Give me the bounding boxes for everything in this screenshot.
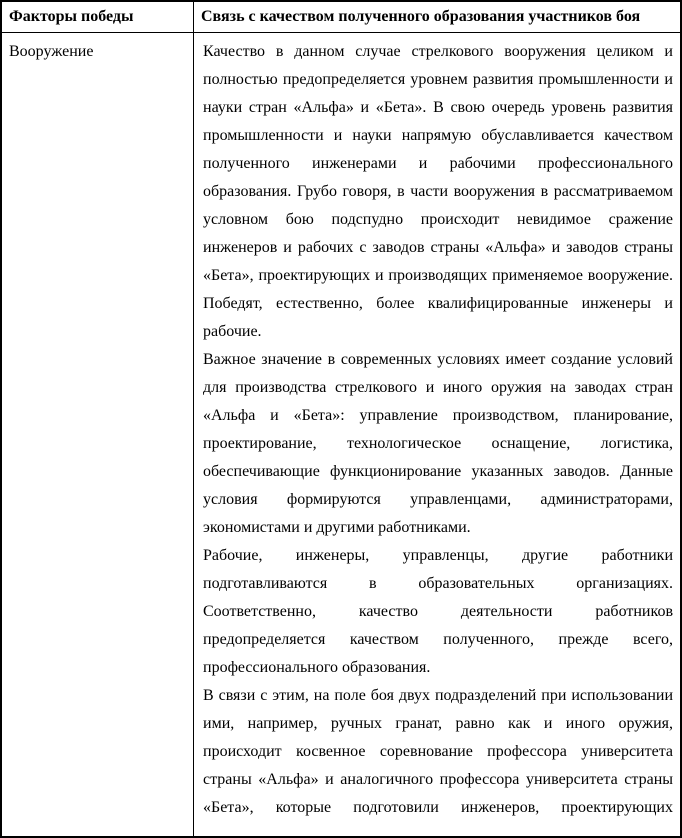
header-cell-factors <box>2 2 193 33</box>
relation-paragraph-1: Качество в данном случае стрелкового вооружения целиком и полностью предопределяется уровнем развития промышленности и науки стран «Альфа» и «Бета». В свою очередь уровень развития промышленности и науки напрямую обуславливается качеством полученного инженерами и рабочими профессионального образования. Грубо говоря, в части вооружения в рассматриваемом условном бою подспудно происходит невидимое сражение инженеров и рабочих с заводов страны «Альфа» и заводов страны «Бета», проектирующих и производящих применяемое вооружение. Победят, естественно, более квалифицированные инженеры и рабочие. <box>203 43 673 340</box>
header-relation-label: Связь с качеством полученного образования участников боя <box>201 8 641 25</box>
relation-paragraph-2: Важное значение в современных условиях имеет создание условий для производства стрелкового и иного оружия на заводах стран «Альфа и «Бета»: управление производством, планирование, проектирование, технологическое оснащение, логистика, обеспечивающие функционирование указанных заводов. Данные условия формируются управленцами, администраторами, экономистами и другими работниками. <box>203 351 673 536</box>
relation-paragraph-4: В связи с этим, на поле боя двух подразделений при использовании ими, например, ручных гранат, равно как и иного оружия, происходит косвенное соревнование профессора университета страны «Альфа» и аналогичного профессора университета страны «Бета», которые подготовили инженеров, проектирующих <box>203 687 673 816</box>
header-factors-label: Факторы победы <box>9 8 134 25</box>
relation-cell <box>193 33 680 836</box>
factor-cell <box>2 33 193 836</box>
factor-label: Вооружение <box>9 43 94 60</box>
header-cell-relation <box>193 2 680 33</box>
relation-paragraph-3: Рабочие, инженеры, управленцы, другие работники подготавливаются в образовательных организациях. Соответственно, качество деятельности работников предопределяется качеством полученного, прежде всего, профессионального образования. <box>203 547 673 676</box>
